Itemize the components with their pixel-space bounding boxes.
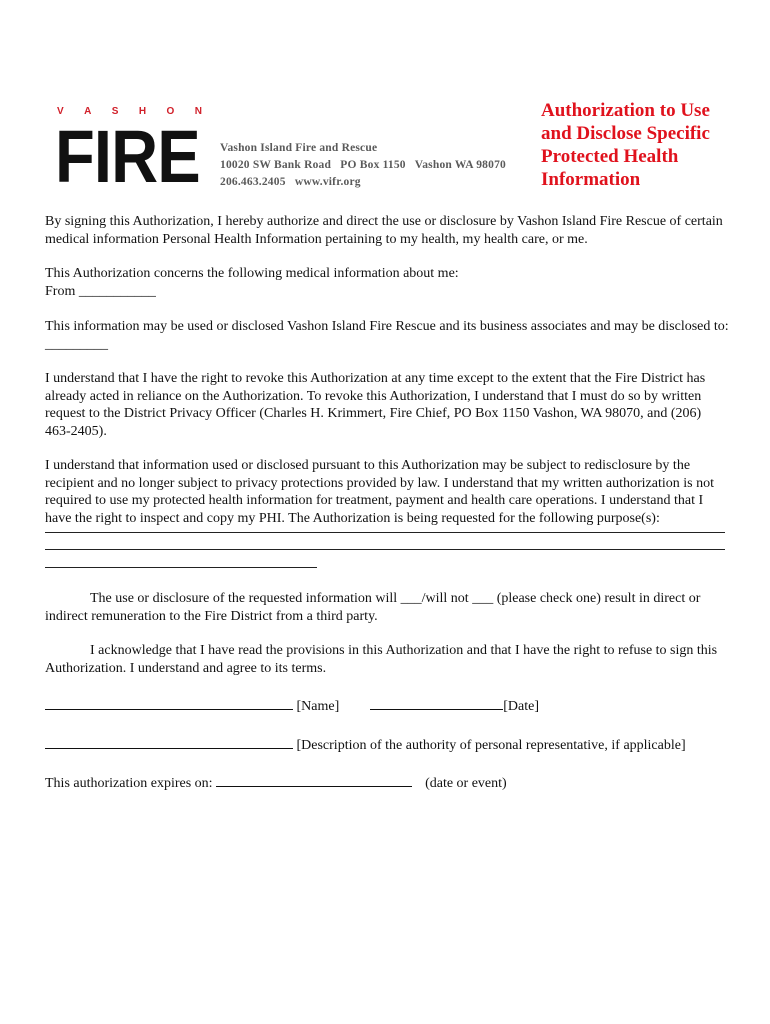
purpose-line[interactable] — [45, 567, 317, 568]
name-label: [Name] — [296, 699, 340, 714]
representative-row — [45, 735, 730, 755]
disclosure-recipients: This information may be used or disclosed Vashon Island Fire Rescue and its business associates and may be disclosed to: _________ — [45, 319, 729, 352]
name-signature-line[interactable] — [45, 696, 293, 710]
document-body — [45, 213, 730, 812]
date-line[interactable] — [370, 696, 503, 710]
representative-description-label: [Description of the authority of personal representative, if applicable] — [296, 737, 686, 753]
title-line: Authorization to Use — [541, 100, 710, 121]
medical-info-intro: This Authorization concerns the following medical information about me: — [45, 266, 459, 281]
date-label: [Date] — [503, 699, 540, 714]
medical-info-scope — [45, 265, 730, 300]
document-title — [541, 99, 761, 191]
org-name: Vashon Island Fire and Rescue — [220, 142, 378, 154]
org-contact: 206.463.2405 www.vifr.org — [220, 176, 361, 188]
remuneration-paragraph: The use or disclosure of the requested information will ___/will not ___ (please check one) result in direct or indirect remuneration to the Fire District from a third party. — [45, 591, 701, 624]
purpose-lines[interactable] — [45, 532, 730, 568]
name-date-row — [45, 696, 730, 716]
logo-letter: H — [138, 106, 147, 117]
acknowledgement-paragraph: I acknowledge that I have read the provisions in this Authorization and that I have the right to refuse to sign this Authorization. I understand and agree to its terms. — [45, 643, 718, 676]
logo-fire-wordmark: FIRE — [55, 115, 200, 198]
representative-signature-line[interactable] — [45, 735, 293, 749]
org-address: 10020 SW Bank Road PO Box 1150 Vashon WA 98070 — [220, 159, 506, 171]
letterhead-address-block — [220, 140, 506, 191]
from-field[interactable]: From ___________ — [45, 283, 156, 299]
logo-letter: A — [84, 106, 92, 117]
logo-letter: O — [166, 106, 175, 117]
expiration-label: This authorization expires on: — [45, 776, 213, 791]
revocation-paragraph: I understand that I have the right to revoke this Authorization at any time except to the extent that the Fire District has already acted in reliance on the Authorization. To revoke this Authorization, I understand that I must do so by written request to the District Privacy Officer (Charles H. Krimmert, Fire Chief, PO Box 1150 Vashon, WA 98070, and (206) 463-2405). — [45, 371, 706, 439]
logo-letter: N — [194, 106, 202, 117]
expiration-hint: (date or event) — [425, 776, 507, 791]
logo-letter: V — [57, 106, 64, 117]
vashon-fire-logo — [57, 106, 527, 196]
expiration-line[interactable] — [216, 773, 412, 787]
redisclosure-paragraph: I understand that information used or disclosed pursuant to this Authorization may be subject to redisclosure by the recipient and no longer subject to privacy protections provided by law. I understand that my written authorization is not required to use my protected health information for treatment, payment and health care operations. I understand that I have the right to inspect and copy my PHI. The Authorization is being requested for the following purpose(s): — [45, 458, 714, 526]
title-line: Protected Health — [541, 146, 679, 167]
title-line: Information — [541, 169, 641, 190]
authorization-statement: By signing this Authorization, I hereby authorize and direct the use or disclosure by Vashon Island Fire Rescue of certain medical information Personal Health Information pertaining to my health, my health care, or me. — [45, 214, 723, 247]
logo-letter: S — [111, 106, 119, 117]
expiration-row — [45, 773, 730, 793]
title-line: and Disclose Specific — [541, 123, 710, 144]
